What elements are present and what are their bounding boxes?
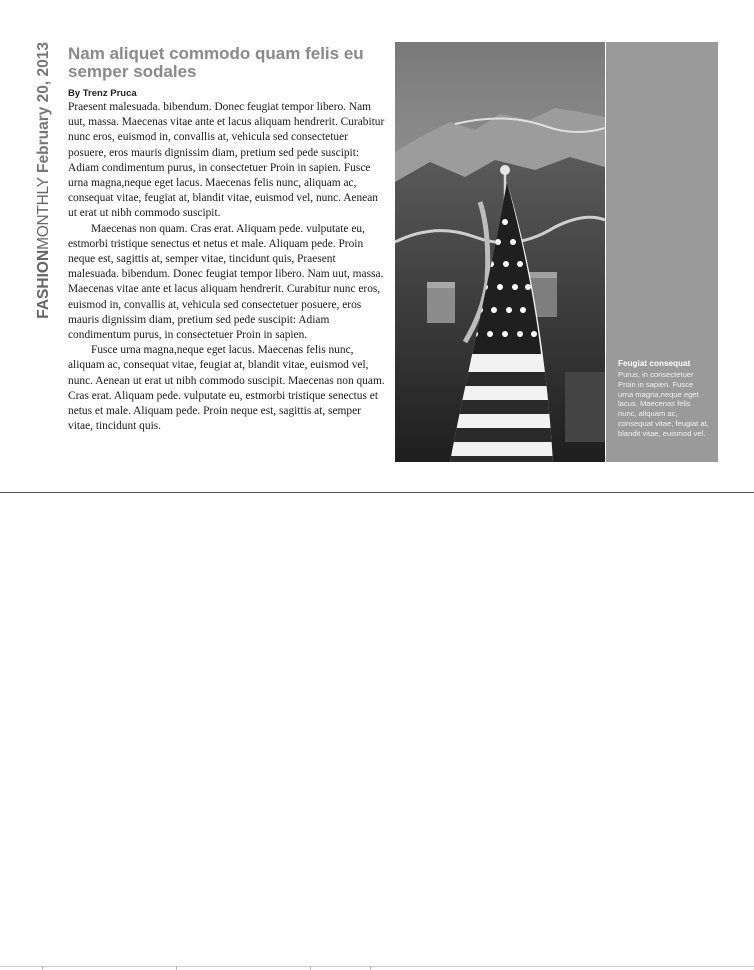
sidebar-box: [606, 42, 718, 462]
sidebar-title: Feugiat consequat: [618, 359, 691, 368]
masthead-date: February 20, 2013: [35, 42, 52, 173]
masthead-vertical: [30, 42, 58, 322]
footer-tick: [370, 966, 371, 970]
masthead: [30, 42, 58, 322]
article-photo: [395, 42, 605, 462]
article-byline: By Trenz Pruca: [68, 88, 137, 99]
footer-tick: [176, 966, 177, 970]
footer-tick: [42, 966, 43, 970]
page-divider: [0, 492, 754, 493]
article-body: [68, 100, 386, 434]
article-paragraph-3: Fusce urna magna,neque eget lacus. Maecenas felis nunc, aliquam ac, consequat vitae, feugiat at, blandit vitae, euismod vel, nunc. Aenean ut erat ut nibh commodo suscipit. Maecenas non quam. Cras erat. Aliquam pede. vulputate eu, estmorbi tristique senectus et netus et male. Aliquam pede. Proin neque est, sagittis at, semper vitae, tincidunt quis.: [68, 344, 385, 433]
article-headline: Nam aliquet commodo quam felis eu semper sodales: [68, 44, 364, 81]
masthead-brand-light: MONTHLY: [35, 177, 52, 250]
masthead-brand-bold: FASHION: [35, 249, 52, 319]
article-paragraph-2: Maecenas non quam. Cras erat. Aliquam pede. vulputate eu, estmorbi tristique senectus et netus et male. Aliquam pede. Proin neque est, sagittis at, semper vitae, tincidunt quis, Praesent malesuada. bibendum. Donec feugiat tempor libero. Nam uut, massa. Maecenas vitae ante et lacus aliquam hendrerit. Curabitur nunc eros, euismod in, convallis at, vehicula sed consectetuer posuere, eros mauris dignissim diam, pretium sed pede suscipit: Adiam condimentum purus, in consectetuer Proin in sapien.: [68, 222, 384, 342]
sidebar-text: Purus, in consectetuer Proin in sapien. Fusce urna magna,neque eget lacus. Maecenas felis nunc, aliquam ac, consequat vitae, feugiat at, blandit vitae, euismod vel.: [618, 370, 709, 438]
great-wall-flag-image: [395, 42, 605, 462]
footer-tick: [310, 966, 311, 970]
footer-divider: [0, 966, 754, 967]
article-paragraph-1: Praesent malesuada. bibendum. Donec feugiat tempor libero. Nam uut, massa. Maecenas vitae ante et lacus aliquam hendrerit. Curabitur nunc eros, euismod in, convallis at, vehicula sed consectetuer posuere, eros mauris dignissim diam, pretium sed pede suscipit: Adiam condimentum purus, in consectetuer Proin in sapien. Fusce urna magna,neque eget lacus. Maecenas felis nunc, aliquam ac, consequat vitae, feugiat at, blandit vitae, euismod vel, nunc. Aenean ut erat ut nibh commodo suscipit.: [68, 101, 385, 220]
